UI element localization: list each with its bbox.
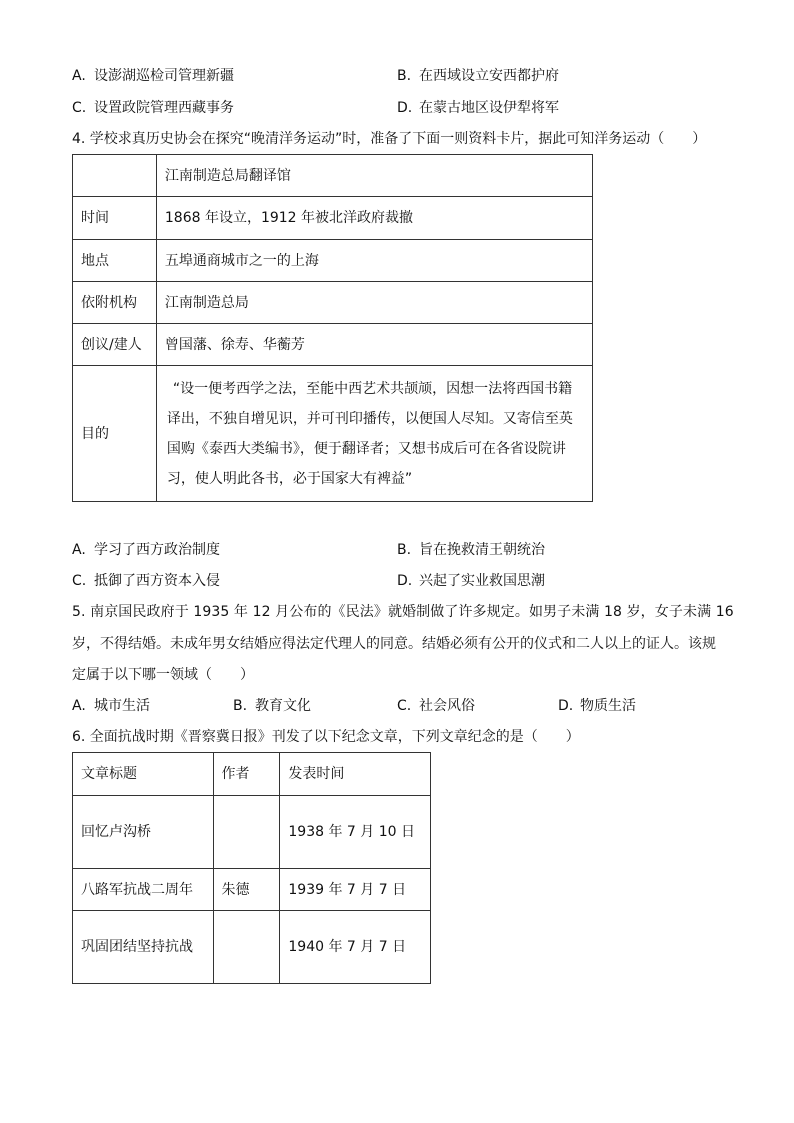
- table-row: [73, 796, 431, 869]
- q4-option-c: [72, 574, 220, 588]
- q4-option-d: [397, 574, 545, 588]
- option-text: 在蒙古地区设伊犁将军: [419, 100, 559, 116]
- q6-stem: 6. 全面抗战时期《晋察冀日报》刊发了以下纪念文章，下列文章纪念的是（ ）: [72, 729, 580, 745]
- option-text: 教育文化: [255, 698, 311, 714]
- card-value: 五埠通商城市之一的上海: [156, 240, 592, 282]
- card-value: 曾国藩、徐寿、华蘅芳: [156, 324, 592, 366]
- card-purpose-text: [156, 366, 592, 502]
- q4-stem: 4. 学校求真历史协会在探究“晚清洋务运动”时，准备了下面一则资料卡片，据此可知洋务运动（ ）: [72, 131, 707, 147]
- option-label: B.: [233, 698, 248, 714]
- article-author: [213, 796, 280, 869]
- article-title: 八路军抗战二周年: [73, 869, 214, 911]
- q3-option-a: [72, 69, 234, 83]
- card-value: 江南制造总局: [156, 282, 592, 324]
- q4-option-a: [72, 543, 220, 557]
- article-author: 朱德: [213, 869, 280, 911]
- article-title: 巩固团结坚持抗战: [73, 911, 214, 984]
- option-text: 兴起了实业救国思潮: [419, 573, 545, 589]
- card-row: [73, 197, 593, 240]
- q6-article-table: [72, 752, 431, 984]
- column-header: 文章标题: [73, 753, 214, 796]
- option-text: 物质生活: [580, 698, 636, 714]
- card-purpose-row: [73, 366, 593, 502]
- column-header: 作者: [213, 753, 280, 796]
- q3-option-d: [397, 101, 559, 115]
- card-key: 创议/建人: [73, 324, 157, 366]
- q5-option-a: [72, 699, 150, 713]
- option-label: B.: [397, 68, 412, 84]
- card-title: 江南制造总局翻译馆: [156, 155, 592, 197]
- option-text: 设澎湖巡检司管理新疆: [94, 68, 234, 84]
- option-label: A.: [72, 542, 86, 558]
- q4-material-card: [72, 154, 593, 502]
- q5-option-b: [233, 699, 311, 713]
- option-label: D.: [397, 573, 413, 589]
- article-title: 回忆卢沟桥: [73, 796, 214, 869]
- option-label: A.: [72, 698, 86, 714]
- table-header-row: [73, 753, 431, 796]
- article-date: 1940 年 7 月 7 日: [280, 911, 431, 984]
- purpose-line: 译出，不独自增见识，并可刊印播传，以便国人尽知。又寄信至英: [166, 410, 573, 427]
- article-date: 1939 年 7 月 7 日: [280, 869, 431, 911]
- option-label: D.: [558, 698, 574, 714]
- card-key: 地点: [73, 240, 157, 282]
- card-row: [73, 240, 593, 282]
- card-key: 目的: [73, 366, 157, 502]
- option-text: 在西域设立安西都护府: [419, 68, 559, 84]
- option-label: C.: [397, 698, 412, 714]
- card-key: 时间: [73, 197, 157, 240]
- option-label: A.: [72, 68, 86, 84]
- q5-option-d: [558, 699, 636, 713]
- card-key: 依附机构: [73, 282, 157, 324]
- option-text: 旨在挽救清王朝统治: [419, 542, 545, 558]
- card-row: [73, 282, 593, 324]
- article-author: [213, 911, 280, 984]
- purpose-line: 国购《泰西大类编书》，便于翻译者；又想书成后可在各省设院讲: [166, 440, 566, 457]
- q5-stem-line: 岁，不得结婚。未成年男女结婚应得法定代理人的同意。结婚必须有公开的仪式和二人以上的证人。该规: [72, 636, 716, 652]
- option-label: C.: [72, 573, 87, 589]
- q3-option-c: [72, 101, 234, 115]
- option-text: 城市生活: [94, 698, 150, 714]
- option-text: 设置政院管理西藏事务: [94, 100, 234, 116]
- option-label: C.: [72, 100, 87, 116]
- q4-option-b: [397, 543, 545, 557]
- q5-stem-line: 定属于以下哪一领域（ ）: [72, 667, 254, 683]
- option-label: B.: [397, 542, 412, 558]
- option-label: D.: [397, 100, 413, 116]
- card-title-row: [73, 155, 593, 197]
- option-text: 社会风俗: [419, 698, 475, 714]
- table-row: [73, 869, 431, 911]
- option-text: 抵御了西方资本入侵: [94, 573, 220, 589]
- card-empty-cell: [73, 155, 157, 197]
- option-text: 学习了西方政治制度: [94, 542, 220, 558]
- q3-option-b: [397, 69, 559, 83]
- card-row: [73, 324, 593, 366]
- card-value: 1868 年设立，1912 年被北洋政府裁撤: [156, 197, 592, 240]
- purpose-line: “设一便考西学之法，至能中西艺术共颉颃，因想一法将西国书籍: [172, 380, 573, 397]
- column-header: 发表时间: [280, 753, 431, 796]
- q5-option-c: [397, 699, 475, 713]
- q5-stem-line: 5. 南京国民政府于 1935 年 12 月公布的《民法》就婚制做了许多规定。如男子未满 18 岁，女子未满 16: [72, 604, 734, 620]
- purpose-line: 习，使人明此各书，必于国家大有裨益”: [166, 470, 413, 487]
- article-date: 1938 年 7 月 10 日: [280, 796, 431, 869]
- table-row: [73, 911, 431, 984]
